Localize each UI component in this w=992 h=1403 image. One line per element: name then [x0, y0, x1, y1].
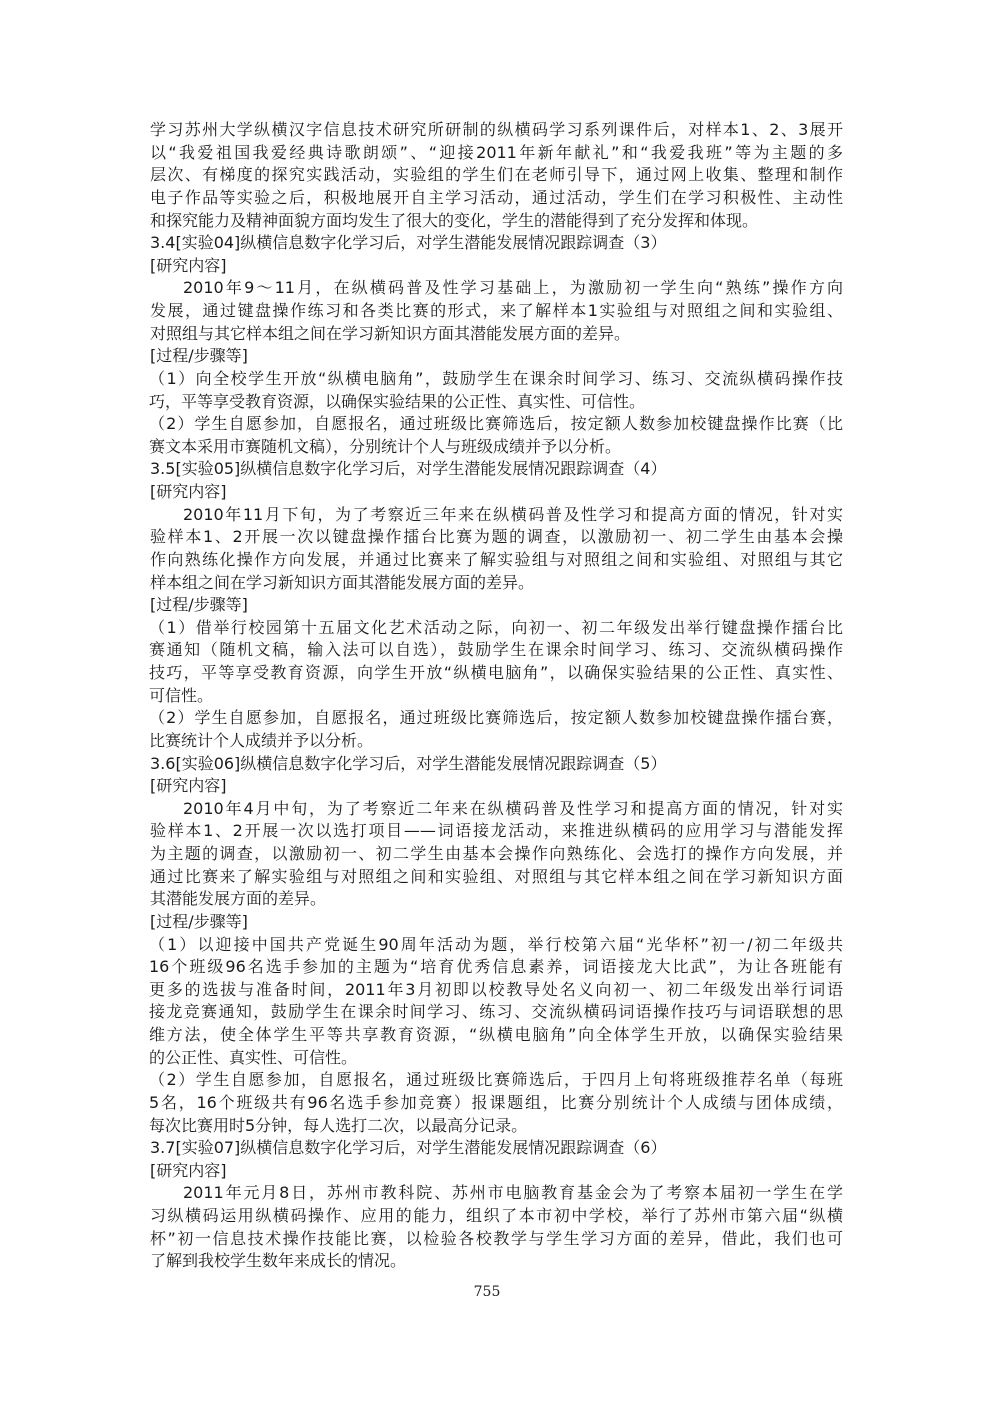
text-line: 比赛统计个人成绩并予以分析。: [149, 730, 374, 750]
section-label: [150, 594, 843, 617]
text-line: 3.6[实验06]纵横信息数字化学习后，对学生潜能发展情况跟踪调查（5）: [150, 753, 667, 773]
section-label: [150, 255, 843, 278]
text-line: （2）学生自愿参加，自愿报名，通过班级比赛筛选后，按定额人数参加校键盘操作擂台赛，: [149, 708, 843, 728]
numbered-item: [150, 707, 843, 752]
section-heading: [150, 458, 843, 481]
text-line: 杯”初一信息技术操作技能比赛，以检验各校教学与学生学习方面的差异，借此，我们也可: [150, 1228, 843, 1248]
text-line: [研究内容]: [150, 1160, 227, 1180]
text-line: 其潜能发展方面的差异。: [150, 889, 327, 909]
text-line: 了解到我校学生数年来成长的情况。: [150, 1251, 407, 1271]
text-line: 维方法，使全体学生平等共享教育资源，“纵横电脑角”向全体学生开放，以确保实验结果: [149, 1025, 843, 1044]
text-line: 2010年4月中旬，为了考察近二年来在纵横码普及性学习和提高方面的情况，针对实: [183, 798, 843, 818]
text-line: [研究内容]: [150, 776, 227, 796]
text-line: 巧，平等享受教育资源，以确保实验结果的公正性、真实性、可信性。: [149, 391, 646, 411]
section-heading: [150, 753, 843, 776]
text-line: 层次、有梯度的探究实践活动，实验组的学生们在老师引导下，通过网上收集、整理和制作: [150, 165, 843, 185]
numbered-item: [150, 1069, 843, 1137]
text-line: 更多的选拔与准备时间，2011年3月初即以校教导处名义向初一、初二年级发出举行词语: [149, 979, 843, 999]
text-line: 和探究能力及精神面貌方面均发生了很大的变化，学生的潜能得到了充分发挥和体现。: [150, 210, 759, 230]
document-body: [150, 119, 843, 1273]
text-line: 赛文本采用市赛随机文稿），分别统计个人与班级成绩并予以分析。: [149, 436, 622, 456]
body-paragraph: [150, 1182, 843, 1273]
text-line: 习纵横码运用纵横码操作、应用的能力，组织了本市初中学校，举行了苏州市第六届“纵横: [150, 1206, 843, 1225]
text-line: 2010年9～11月，在纵横码普及性学习基础上，为激励初一学生向“熟练”操作方向: [183, 278, 843, 298]
section-heading: [150, 232, 843, 255]
text-line: 作向熟练化操作方向发展，并通过比赛来了解实验组与对照组之间和实验组、对照组与其它: [150, 549, 843, 569]
text-line: 可信性。: [149, 685, 214, 705]
text-line: （2）学生自愿参加，自愿报名，通过班级比赛筛选后，按定额人数参加校键盘操作比赛（比: [149, 414, 843, 434]
text-line: 样本组之间在学习新知识方面其潜能发展方面的差异。: [150, 572, 535, 592]
text-line: 以“我爱祖国我爱经典诗歌朗颂”、“迎接2011年新年献礼”和“我爱我班”等为主题的多: [150, 142, 843, 162]
text-line: [过程/步骤等]: [150, 595, 248, 615]
text-line: 学习苏州大学纵横汉字信息技术研究所研制的纵横码学习系列课件后，对样本1、2、3展开: [150, 120, 843, 139]
text-line: 的公正性、真实性、可信性。: [149, 1047, 358, 1067]
text-line: （1）向全校学生开放“纵横电脑角”，鼓励学生在课余时间学习、练习、交流纵横码操作技: [149, 368, 843, 388]
text-line: 2010年11月下旬，为了考察近三年来在纵横码普及性学习和提高方面的情况，针对实: [183, 504, 843, 524]
text-line: 3.7[实验07]纵横信息数字化学习后，对学生潜能发展情况跟踪调查（6）: [150, 1138, 667, 1158]
section-label: [150, 345, 843, 368]
text-line: [研究内容]: [150, 482, 227, 501]
text-line: 电子作品等实验之后，积极地展开自主学习活动，通过活动，学生们在学习积极性、主动性: [150, 187, 843, 207]
page-number: 755: [473, 1284, 501, 1300]
section-heading: [150, 1137, 843, 1160]
numbered-item: [150, 413, 843, 458]
section-label: [150, 481, 843, 504]
text-line: 发展，通过键盘操作练习和各类比赛的形式，来了解样本1实验组与对照组之间和实验组、: [150, 301, 843, 320]
text-line: 技巧，平等享受教育资源，向学生开放“纵横电脑角”，以确保实验结果的公正性、真实性、: [149, 663, 843, 682]
text-line: 3.5[实验05]纵横信息数字化学习后，对学生潜能发展情况跟踪调查（4）: [150, 459, 667, 479]
text-line: 3.4[实验04]纵横信息数字化学习后，对学生潜能发展情况跟踪调查（3）: [150, 233, 667, 253]
numbered-item: [150, 617, 843, 708]
text-line: 验样本1、2开展一次以键盘操作擂台比赛为题的调查，以激励初一、初二学生由基本会操: [150, 527, 843, 547]
text-line: 验样本1、2开展一次以选打项目——词语接龙活动，来推进纵横码的应用学习与潜能发挥: [150, 821, 843, 841]
text-line: 5名，16个班级共有96名选手参加竞赛）报课题组，比赛分别统计个人成绩与团体成绩，: [149, 1092, 843, 1112]
text-line: （1）以迎接中国共产党诞生90周年活动为题，举行校第六届“光华杯”初一/初二年级共: [149, 934, 843, 954]
text-line: 每次比赛用时5分钟，每人选打二次，以最高分记录。: [149, 1115, 528, 1135]
section-label: [150, 775, 843, 798]
body-paragraph: [150, 798, 843, 911]
numbered-item: [150, 368, 843, 413]
body-paragraph: [150, 504, 843, 595]
text-line: 2011年元月8日，苏州市教科院、苏州市电脑教育基金会为了考察本届初一学生在学: [183, 1183, 843, 1203]
text-line: 接龙竞赛通知，鼓励学生在课余时间学习、练习、交流纵横码词语操作技巧与词语联想的思: [149, 1002, 843, 1022]
text-line: （1）借举行校园第十五届文化艺术活动之际，向初一、初二年级发出举行键盘操作擂台比: [149, 617, 843, 637]
section-label: [150, 911, 843, 934]
text-line: 赛通知（随机文稿，输入法可以自选），鼓励学生在课余时间学习、练习、交流纵横码操作: [149, 640, 843, 660]
text-line: （2）学生自愿参加，自愿报名，通过班级比赛筛选后，于四月上旬将班级推荐名单（每班: [149, 1070, 843, 1090]
text-line: 为主题的调查，以激励初一、初二学生由基本会操作向熟练化、会选打的操作方向发展，并: [150, 844, 843, 863]
text-line: [研究内容]: [150, 255, 227, 275]
text-line: 通过比赛来了解实验组与对照组之间和实验组、对照组与其它样本组之间在学习新知识方面: [150, 866, 843, 886]
text-line: [过程/步骤等]: [150, 346, 248, 366]
section-label: [150, 1160, 843, 1183]
text-line: [过程/步骤等]: [150, 911, 248, 931]
text-line: 对照组与其它样本组之间在学习新知识方面其潜能发展方面的差异。: [150, 323, 631, 343]
numbered-item: [150, 934, 843, 1070]
text-line: 16个班级96名选手参加的主题为“培育优秀信息素养，词语接龙大比武”，为让各班能有: [149, 957, 843, 977]
body-paragraph: [150, 277, 843, 345]
continued-paragraph: [150, 119, 843, 232]
